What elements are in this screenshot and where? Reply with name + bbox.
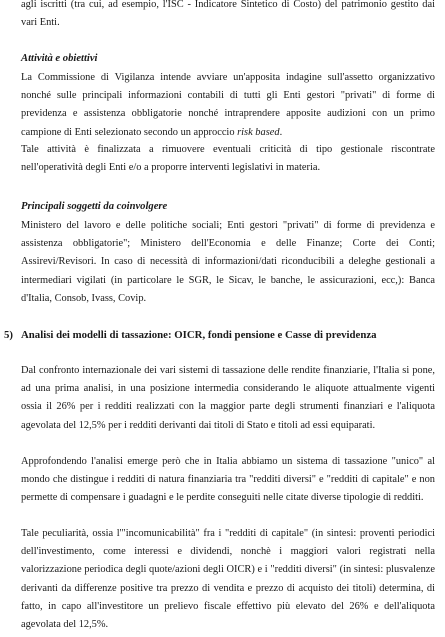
subjects-heading: Principali soggetti da coinvolgere: [21, 201, 168, 212]
section-paragraph-1: Dal confronto internazionale dei vari sistemi di tassazione delle rendite finanziarie, l'Italia si pone, ad una prima analisi, in una posizione intermedia considerando le aliquote attualmente vigenti ossia il 26% per i redditi realizzati con la maggior parte degli strumenti finanziari e l'aliquota agevolata del 12,5% per i redditi derivanti dai titoli di Stato e titoli ad essi equiparati.: [21, 365, 435, 431]
activities-heading: Attività e obiettivi: [21, 53, 98, 64]
section-number: 5): [4, 329, 13, 341]
activities-paragraph-1-text: La Commissione di Vigilanza intende avviare un'apposita indagine sull'assetto organizzativo nonché sulle principali informazioni contabili di tutti gli Enti gestori "privati" di forme di previdenza e assistenza obbligatorie nonché intraprendere apposite audizioni con un primo campione di Enti selezionato secondo un approccio: [21, 72, 435, 138]
section-paragraph-2: Approfondendo l'analisi emerge però che in Italia abbiamo un sistema di tassazione "unico" al mondo che distingue i redditi di natura finanziaria tra "redditi diversi" e "redditi di capitale" e non permette di compensare i guadagni e le perdite conseguiti nelle citate diverse tipologie di redditi.: [21, 456, 435, 504]
intro-paragraph: agli iscritti (tra cui, ad esempio, l'ISC - Indicatore Sintetico di Costo) del patrimonio gestito dai vari Enti.: [21, 0, 435, 29]
section-paragraph-3: Tale peculiarità, ossia l'"incomunicabilità" fra i "redditi di capitale" (in sintesi: proventi periodici dell'investimento, come interessi e dividendi, nonchè i maggiori valori registrati nella valorizzazione periodica degli quote/azioni degli OICR) e i "redditi diversi" (in sintesi: plusvalenze derivanti da differenze positive tra prezzo di vendita e prezzo di acquisto dei titoli) determina, di fatto, in capo all'investitore un prelievo fiscale effettivo più elevato del 26% e dell'aliquota agevolata del 12,5%.: [21, 528, 435, 631]
activities-paragraph-1: [21, 69, 435, 142]
subjects-paragraph: Ministero del lavoro e delle politiche sociali; Enti gestori "privati" di forme di previdenza e assistenza obbligatorie"; Ministero dell'Economia e delle Finanze; Corte dei Conti; Assirevi/Revisori. In caso di necessità di informazioni/dati riconducibili a deleghe gestionali a intermediari vigilati (in particolare le SGR, le Sicav, le banche, le assicurazioni, ecc,): Banca d'Italia, Consob, Ivass, Covip.: [21, 220, 435, 304]
section-title: Analisi dei modelli di tassazione: OICR, fondi pensione e Casse di previdenza: [21, 329, 377, 341]
activities-paragraph-2: Tale attività è finalizzata a rimuovere eventuali criticità di tipo gestionale riscontrate nell'operatività degli Enti e/o a proporre interventi legislativi in materia.: [21, 144, 435, 174]
activities-paragraph-1-end: .: [279, 126, 283, 138]
risk-based-term: risk based: [237, 126, 280, 138]
